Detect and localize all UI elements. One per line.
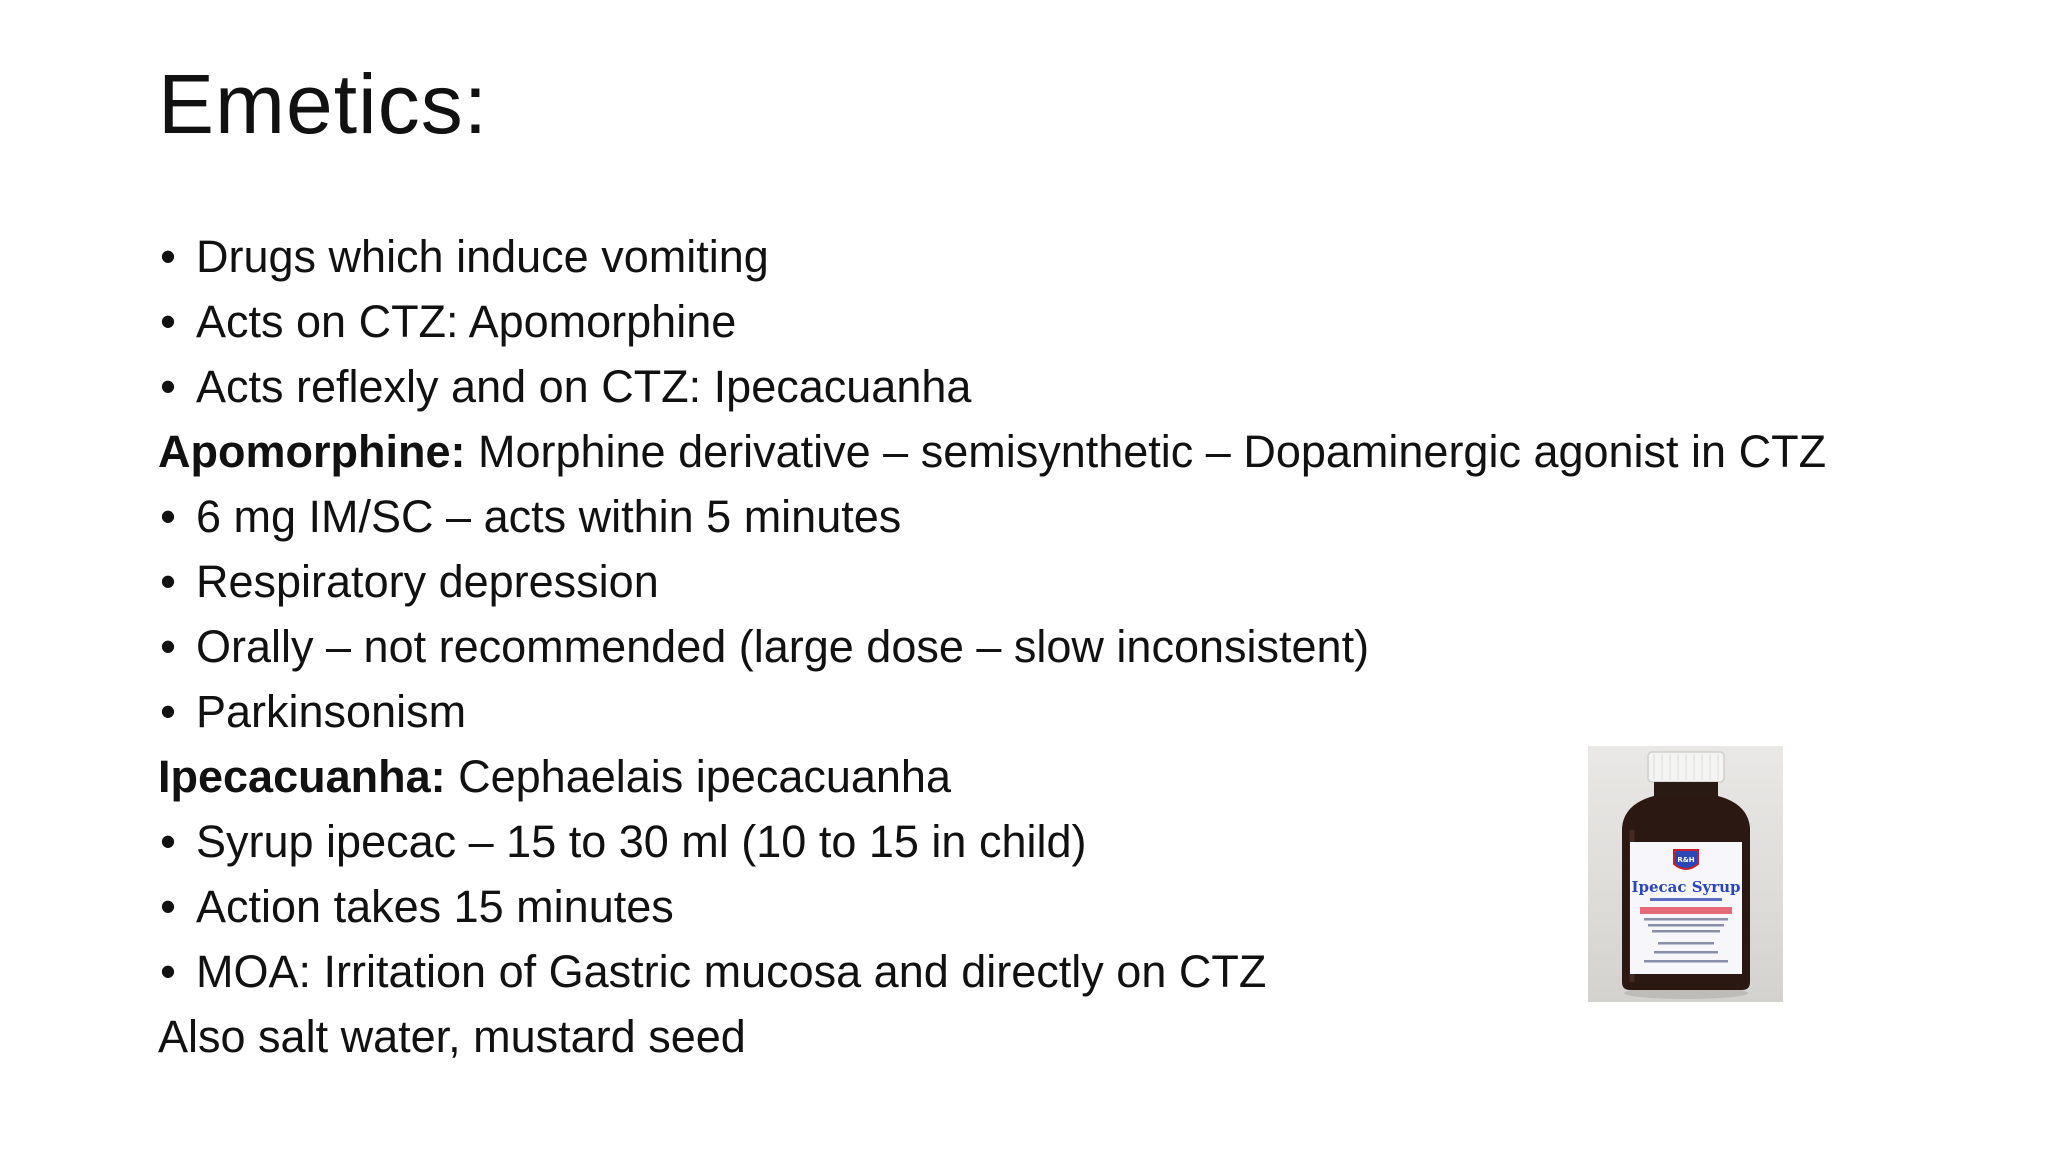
bullet-text: Action takes 15 minutes [196, 881, 674, 932]
label-fineprint [1654, 951, 1718, 954]
label-fineprint [1648, 924, 1724, 927]
bullet-dot: • [160, 361, 176, 412]
bullet-item [158, 549, 1918, 614]
section-heading-apomorphine [158, 419, 1918, 484]
bullet-dot: • [160, 946, 176, 997]
bullet-dot: • [160, 621, 176, 672]
plain-text: Also salt water, mustard seed [158, 1011, 746, 1062]
section-text: Cephaelais ipecacuanha [445, 751, 951, 802]
bullet-dot: • [160, 231, 176, 282]
bullet-dot: • [160, 491, 176, 542]
label-fineprint [1652, 930, 1720, 933]
bullet-text: Parkinsonism [196, 686, 467, 737]
bullet-dot: • [160, 686, 176, 737]
section-text: Morphine derivative – semisynthetic – Dopaminergic agonist in CTZ [465, 426, 1827, 477]
label-fineprint [1650, 898, 1722, 901]
bullet-item [158, 289, 1918, 354]
bullet-item [158, 484, 1918, 549]
bullet-dot: • [160, 296, 176, 347]
bullet-item [158, 614, 1918, 679]
label-fineprint [1644, 960, 1728, 963]
bottle-illustration [1588, 746, 1783, 1002]
warning-band [1640, 907, 1732, 914]
bullet-item [158, 679, 1918, 744]
bullet-text: Orally – not recommended (large dose – slow inconsistent) [196, 621, 1370, 672]
plain-line [158, 1004, 1918, 1069]
bullet-text: Respiratory depression [196, 556, 659, 607]
bullet-item [158, 224, 1918, 289]
section-label: Ipecacuanha: [158, 751, 446, 802]
brand-logo-text: R&H [1677, 856, 1695, 864]
section-label: Apomorphine: [158, 426, 466, 477]
bullet-text: Acts reflexly and on CTZ: Ipecacuanha [196, 361, 972, 412]
bullet-dot: • [160, 881, 176, 932]
slide-title: Emetics: [158, 57, 489, 151]
bullet-text: MOA: Irritation of Gastric mucosa and directly on CTZ [196, 946, 1267, 997]
bullet-text: Syrup ipecac – 15 to 30 ml (10 to 15 in child) [196, 816, 1087, 867]
label-fineprint [1658, 942, 1714, 945]
bullet-text: Acts on CTZ: Apomorphine [196, 296, 737, 347]
label-fineprint [1644, 918, 1728, 921]
bottle-neck [1654, 782, 1718, 796]
ipecac-syrup-bottle-photo [1588, 746, 1783, 1002]
bullet-item [158, 354, 1918, 419]
bullet-dot: • [160, 816, 176, 867]
bullet-dot: • [160, 556, 176, 607]
product-name: Ipecac Syrup [1631, 878, 1741, 896]
bullet-text: Drugs which induce vomiting [196, 231, 769, 282]
bullet-text: 6 mg IM/SC – acts within 5 minutes [196, 491, 902, 542]
